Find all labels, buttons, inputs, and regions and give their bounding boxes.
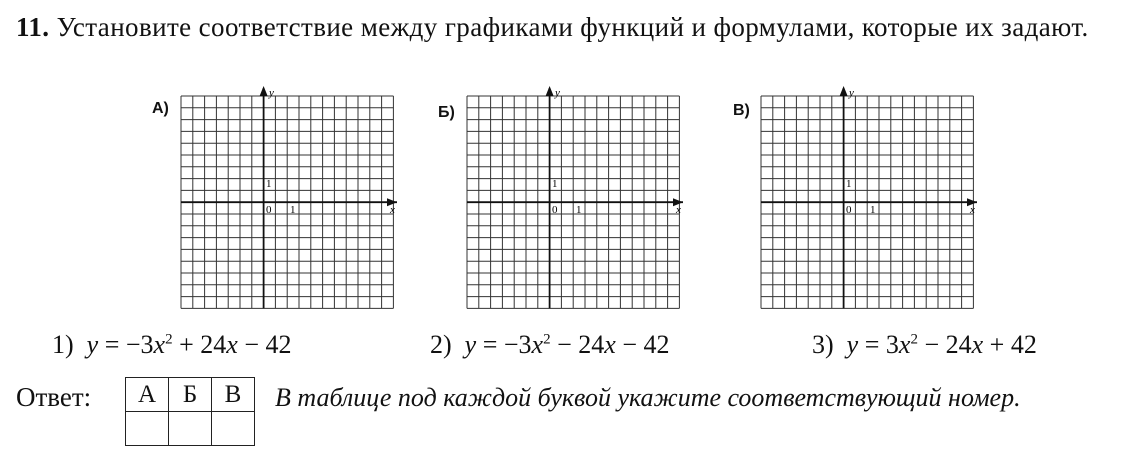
graph-b <box>457 86 687 314</box>
graph-a-tick-x-one: 1 <box>290 204 296 216</box>
formula-3: 3) $y = 3x^2 - 24x + 42$ <box>812 330 1037 359</box>
answer-cell-a[interactable] <box>126 412 169 446</box>
graph-v-tick-y-one: 1 <box>846 178 852 190</box>
task-statement <box>16 8 1121 46</box>
graph-v-letter: В) <box>733 102 750 119</box>
graph-v-axis-x-label: x <box>970 204 975 216</box>
graph-a-axis-x-label: x <box>390 204 395 216</box>
answer-table <box>125 377 255 446</box>
graph-v-origin-label: 0 <box>846 204 852 216</box>
task-number: 11. <box>16 12 50 42</box>
graph-v-tick-x-one: 1 <box>870 204 876 216</box>
answer-cell-b[interactable] <box>169 412 212 446</box>
graph-a-axis-y-label: y <box>269 87 274 99</box>
answer-header-v: В <box>212 378 255 412</box>
answer-header-a: А <box>126 378 169 412</box>
graph-a-grid <box>181 86 397 308</box>
graph-a-origin-label: 0 <box>266 204 272 216</box>
task-text: Установите соответствие между графиками функций и формулами, которые их задают. <box>56 12 1089 42</box>
graph-v <box>751 86 981 314</box>
formula-2: 2) $y = -3x^2 - 24x - 42$ <box>430 330 670 359</box>
graph-v-axis-y-label: y <box>849 87 854 99</box>
graph-a-letter: А) <box>152 100 169 117</box>
graph-b-axis-x-label: x <box>676 204 681 216</box>
graph-a <box>171 86 401 314</box>
answer-cell-v[interactable] <box>212 412 255 446</box>
graph-b-letter: Б) <box>438 104 455 121</box>
graph-v-grid <box>761 86 977 308</box>
graph-b-tick-y-one: 1 <box>552 178 558 190</box>
graph-b-grid <box>467 86 683 308</box>
answer-label: Ответ: <box>16 382 92 412</box>
answer-hint: В таблице под каждой буквой укажите соответствующий номер. <box>275 383 1021 412</box>
answer-header-b: Б <box>169 378 212 412</box>
graph-a-tick-y-one: 1 <box>266 178 272 190</box>
formula-1: 1) $y = -3x^2 + 24x - 42$ <box>52 330 292 359</box>
graph-b-tick-x-one: 1 <box>576 204 582 216</box>
graph-b-axis-y-label: y <box>555 87 560 99</box>
graph-b-origin-label: 0 <box>552 204 558 216</box>
